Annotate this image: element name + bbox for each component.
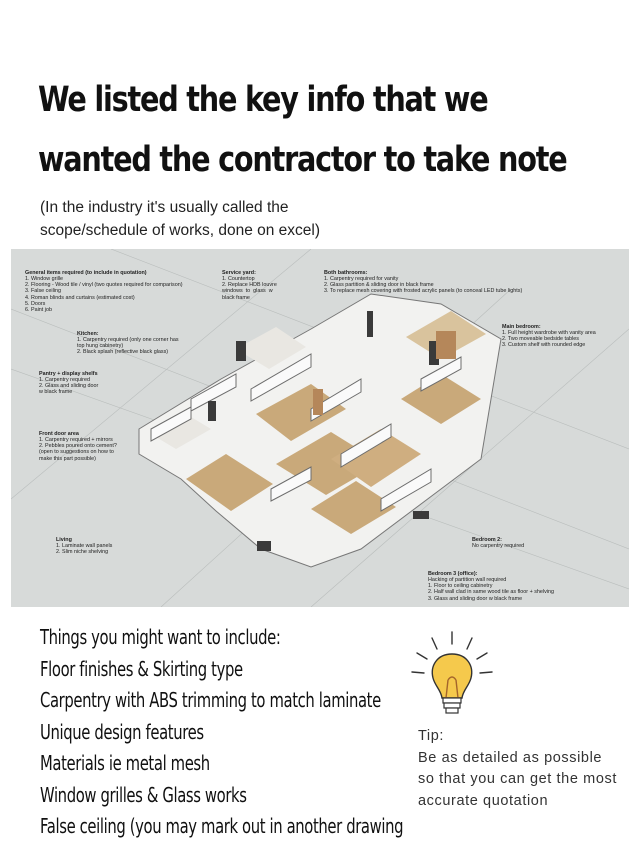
note-bedroom-3: Bedroom 3 (office): Hacking of partition wall required 1. Floor to ceiling cabinetry 2. Half wall clad in same wood tile as floor + shelving 3. Glass and sliding door w black frame <box>428 571 554 602</box>
heading-line-2: wanted the contractor to take note <box>38 140 567 180</box>
things-title: Things you might want to include: <box>40 625 281 649</box>
list-item: Window grilles & Glass works <box>40 782 247 807</box>
note-living: Living 1. Laminate wall panels 2. Slim niche shelving <box>56 537 113 556</box>
note-bathrooms: Both bathrooms: 1. Carpentry required for vanity 2. Glass partition & sliding door in black frame 3. To replace mesh covering with frosted acrylic panels (to conceal LED tube lights) <box>324 270 523 295</box>
list-item: Carpentry with ABS trimming to match laminate <box>40 688 381 712</box>
subtitle-line-1: (In the industry it's usually called the <box>40 199 289 216</box>
note-general-items: General items required (to include in quotation) 1. Window grille 2. Flooring - Wood tile / vinyl (two quotes required for comparison) 3. False ceiling 4. Roman blinds and curtains (estimated cost) 5. Doors 6. Paint job <box>25 270 183 313</box>
note-main-bedroom: Main bedroom: 1. Full height wardrobe with vanity area 2. Two moveable bedside tables 3. Custom shelf with rounded edge <box>502 324 596 349</box>
list-item: Materials ie metal mesh <box>40 751 210 775</box>
subtitle <box>40 196 320 242</box>
tip-label: Tip: <box>418 728 445 744</box>
list-item: Floor finishes & Skirting type <box>40 656 243 681</box>
note-front-door: Front door area 1. Carpentry required + mirrors 2. Pebbles poured onto cement? (open to suggestions on how to make this part possible) <box>39 431 117 462</box>
list-item: False ceiling (you may mark out in another drawing <box>40 814 404 838</box>
note-bedroom-2: Bedroom 2: No carpentry required <box>472 537 525 550</box>
page-heading <box>38 70 567 190</box>
note-pantry: Pantry + display shelfs 1. Carpentry required 2. Glass and sliding door w black frame <box>39 371 99 396</box>
things-to-include-list <box>40 622 403 843</box>
list-item: Unique design features <box>40 719 204 744</box>
floor-plan-image <box>11 249 629 607</box>
subtitle-line-2: scope/schedule of works, done on excel) <box>40 222 321 239</box>
tip-box <box>418 726 618 812</box>
heading-line-1: We listed the key info that we <box>38 80 488 120</box>
tip-text: Be as detailed as possible so that you can get the most accurate quotation <box>418 749 617 809</box>
note-service-yard: Service yard: 1. Countertop 2. Replace HDB louvre windows to glass w black frame <box>222 270 277 301</box>
lightbulb-icon <box>404 628 500 728</box>
note-kitchen: Kitchen: 1. Carpentry required (only one corner has top hung cabinetry) 2. Black splash (reflective black glass) <box>77 331 179 356</box>
